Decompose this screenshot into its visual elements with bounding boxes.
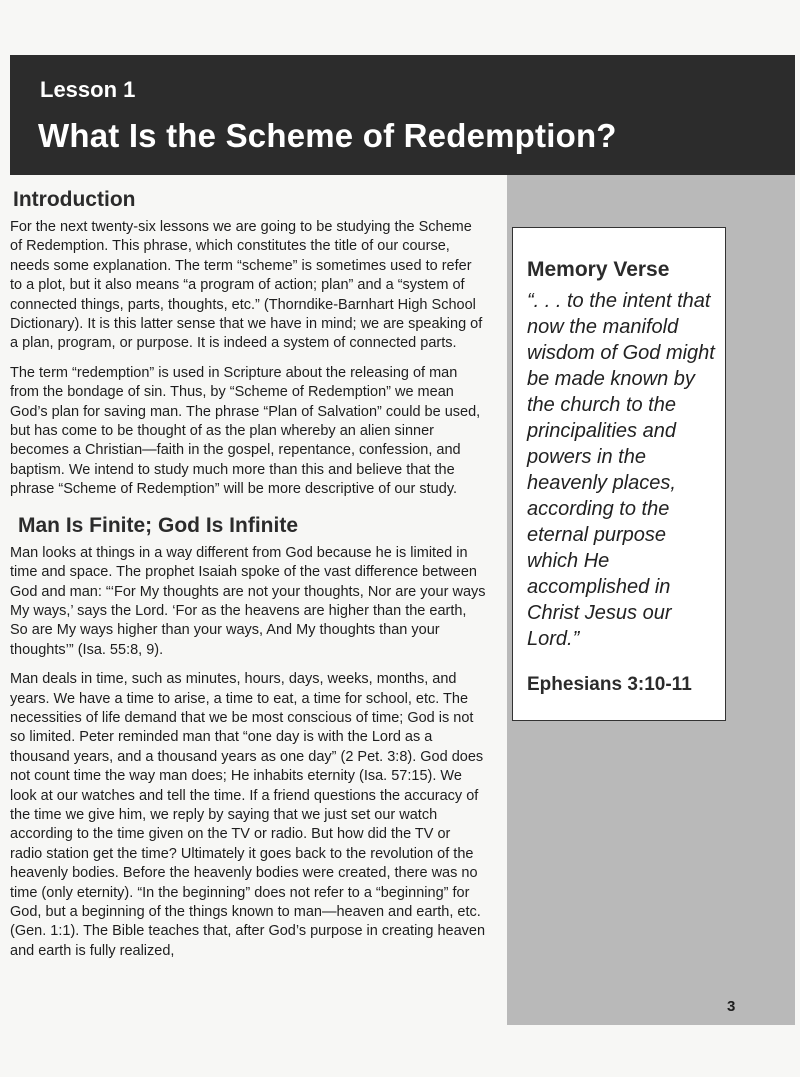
lesson-title: What Is the Scheme of Redemption? [38,117,617,154]
memory-verse-text: “. . . to the intent that now the manifold wisdom of God might be made known by the church to the principalities and powers in the heavenly places, according to the eternal purpose which He accomplished in Christ Jesus our Lord.” [527,290,715,650]
finite-paragraph-2: Man deals in time, such as minutes, hours, days, weeks, months, and years. We have a time to arise, a time to eat, a time for school, etc. The necessities of life demand that we be most conscious of time; God is not so limited. Peter reminded man that “one day is with the Lord as a thousand years, and a thousand years as one day” (2 Pet. 3:8). God does not count time the way man does; He inhabits eternity (Isa. 57:15). We look at our watches and tell the time. If a friend questions the accuracy of the time we give him, we reply by saying that we just set our watch according to the time given on the TV or radio. But how did the TV or radio station get the time? Ultimately it goes back to the revolution of the heavenly bodies. Before the heavenly bodies were created, there was no time (only eternity). “In the beginning” does not refer to a “beginning” for God, but a beginning of the things known to man—heaven and earth, etc. (Gen. 1:1). The Bible teaches that, after God’s purpose in creating heaven and earth is fully realized, [10,671,486,959]
section-heading-introduction: Introduction [13,188,136,211]
lesson-banner [10,55,795,175]
memory-verse-reference: Ephesians 3:10-11 [527,674,692,695]
memory-verse-box [512,227,726,721]
intro-paragraph-2: The term “redemption” is used in Scripture about the releasing of man from the bondage of sin. Thus, by “Scheme of Redemption” we mean God’s plan for saving man. The phrase “Plan of Salvation” could be used, but has come to be thought of as the plan whereby an alien sinner becomes a Christian—faith in the gospel, repentance, confession, and baptism. We intend to study much more than this and believe that the phrase “Scheme of Redemption” will be more descriptive of our study. [10,364,481,498]
lesson-label: Lesson 1 [40,77,136,102]
page-number: 3 [727,998,736,1015]
memory-verse-heading: Memory Verse [527,258,670,281]
section-heading-finite-infinite: Man Is Finite; God Is Infinite [18,513,299,537]
finite-paragraph-1: Man looks at things in a way different from God because he is limited in time and space. The prophet Isaiah spoke of the vast difference between God and man: “‘For My thoughts are not your thoughts, Nor are your ways My ways,’ says the Lord. ‘For as the heavens are higher than the earth, So are My ways higher than your ways, And My thoughts than your thoughts’” (Isa. 55:8, 9). [10,544,486,658]
main-content [10,188,486,971]
intro-paragraph-1: For the next twenty-six lessons we are going to be studying the Scheme of Redemption. This phrase, which constitutes the title of our course, needs some explanation. The term “scheme” is sometimes used to refer to a plot, but it also means “a program of action; plan” and a “system of connected things, parts, thoughts, etc.” (Thorndike-Barnhart High School Dictionary). It is this latter sense that we have in mind; we are speaking of a plan, program, or purpose. It is indeed a system of connected parts. [10,219,483,352]
